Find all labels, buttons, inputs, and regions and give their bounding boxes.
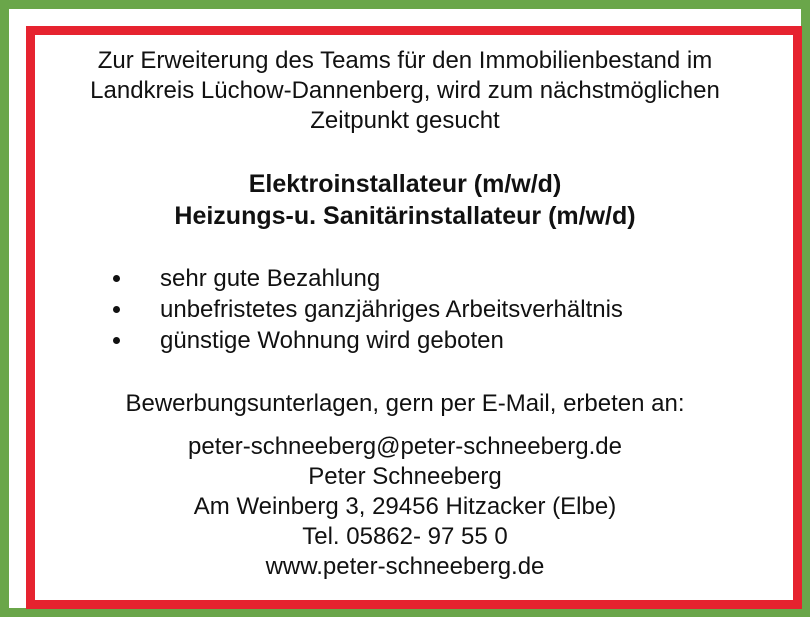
contact-email[interactable]: peter-schneeberg@peter-schneeberg.de: [188, 433, 622, 460]
benefit-text: günstige Wohnung wird geboten: [160, 327, 504, 354]
benefit-text: unbefristetes ganzjähriges Arbeitsverhältnis: [160, 296, 623, 323]
intro-line-1: Zur Erweiterung des Teams für den Immobilienbestand im: [97, 47, 713, 74]
benefit-item: [106, 294, 623, 325]
application-request: Bewerbungsunterlagen, gern per E-Mail, erbeten an:: [125, 390, 685, 417]
benefits-list: [106, 263, 623, 356]
benefit-item: [106, 263, 623, 294]
contact-address: Am Weinberg 3, 29456 Hitzacker (Elbe): [193, 493, 617, 520]
intro-text: [26, 46, 784, 136]
contact-phone: Tel. 05862- 97 55 0: [302, 523, 508, 550]
contact-name: Peter Schneeberg: [308, 463, 502, 490]
bullet-icon: [113, 306, 120, 313]
position-titles: [26, 168, 784, 232]
position-title-plumber: Heizungs-u. Sanitärinstallateur (m/w/d): [174, 202, 636, 230]
intro-line-2: Landkreis Lüchow-Dannenberg, wird zum nächstmöglichen: [90, 77, 720, 104]
intro-line-3: Zeitpunkt gesucht: [310, 107, 500, 134]
bullet-icon: [113, 337, 120, 344]
position-title-electrician: Elektroinstallateur (m/w/d): [248, 170, 562, 198]
contact-block: [26, 432, 784, 582]
contact-website[interactable]: www.peter-schneeberg.de: [265, 553, 545, 580]
job-ad: [26, 26, 784, 591]
benefit-text: sehr gute Bezahlung: [160, 265, 381, 292]
bullet-icon: [113, 275, 120, 282]
benefit-item: [106, 325, 623, 356]
